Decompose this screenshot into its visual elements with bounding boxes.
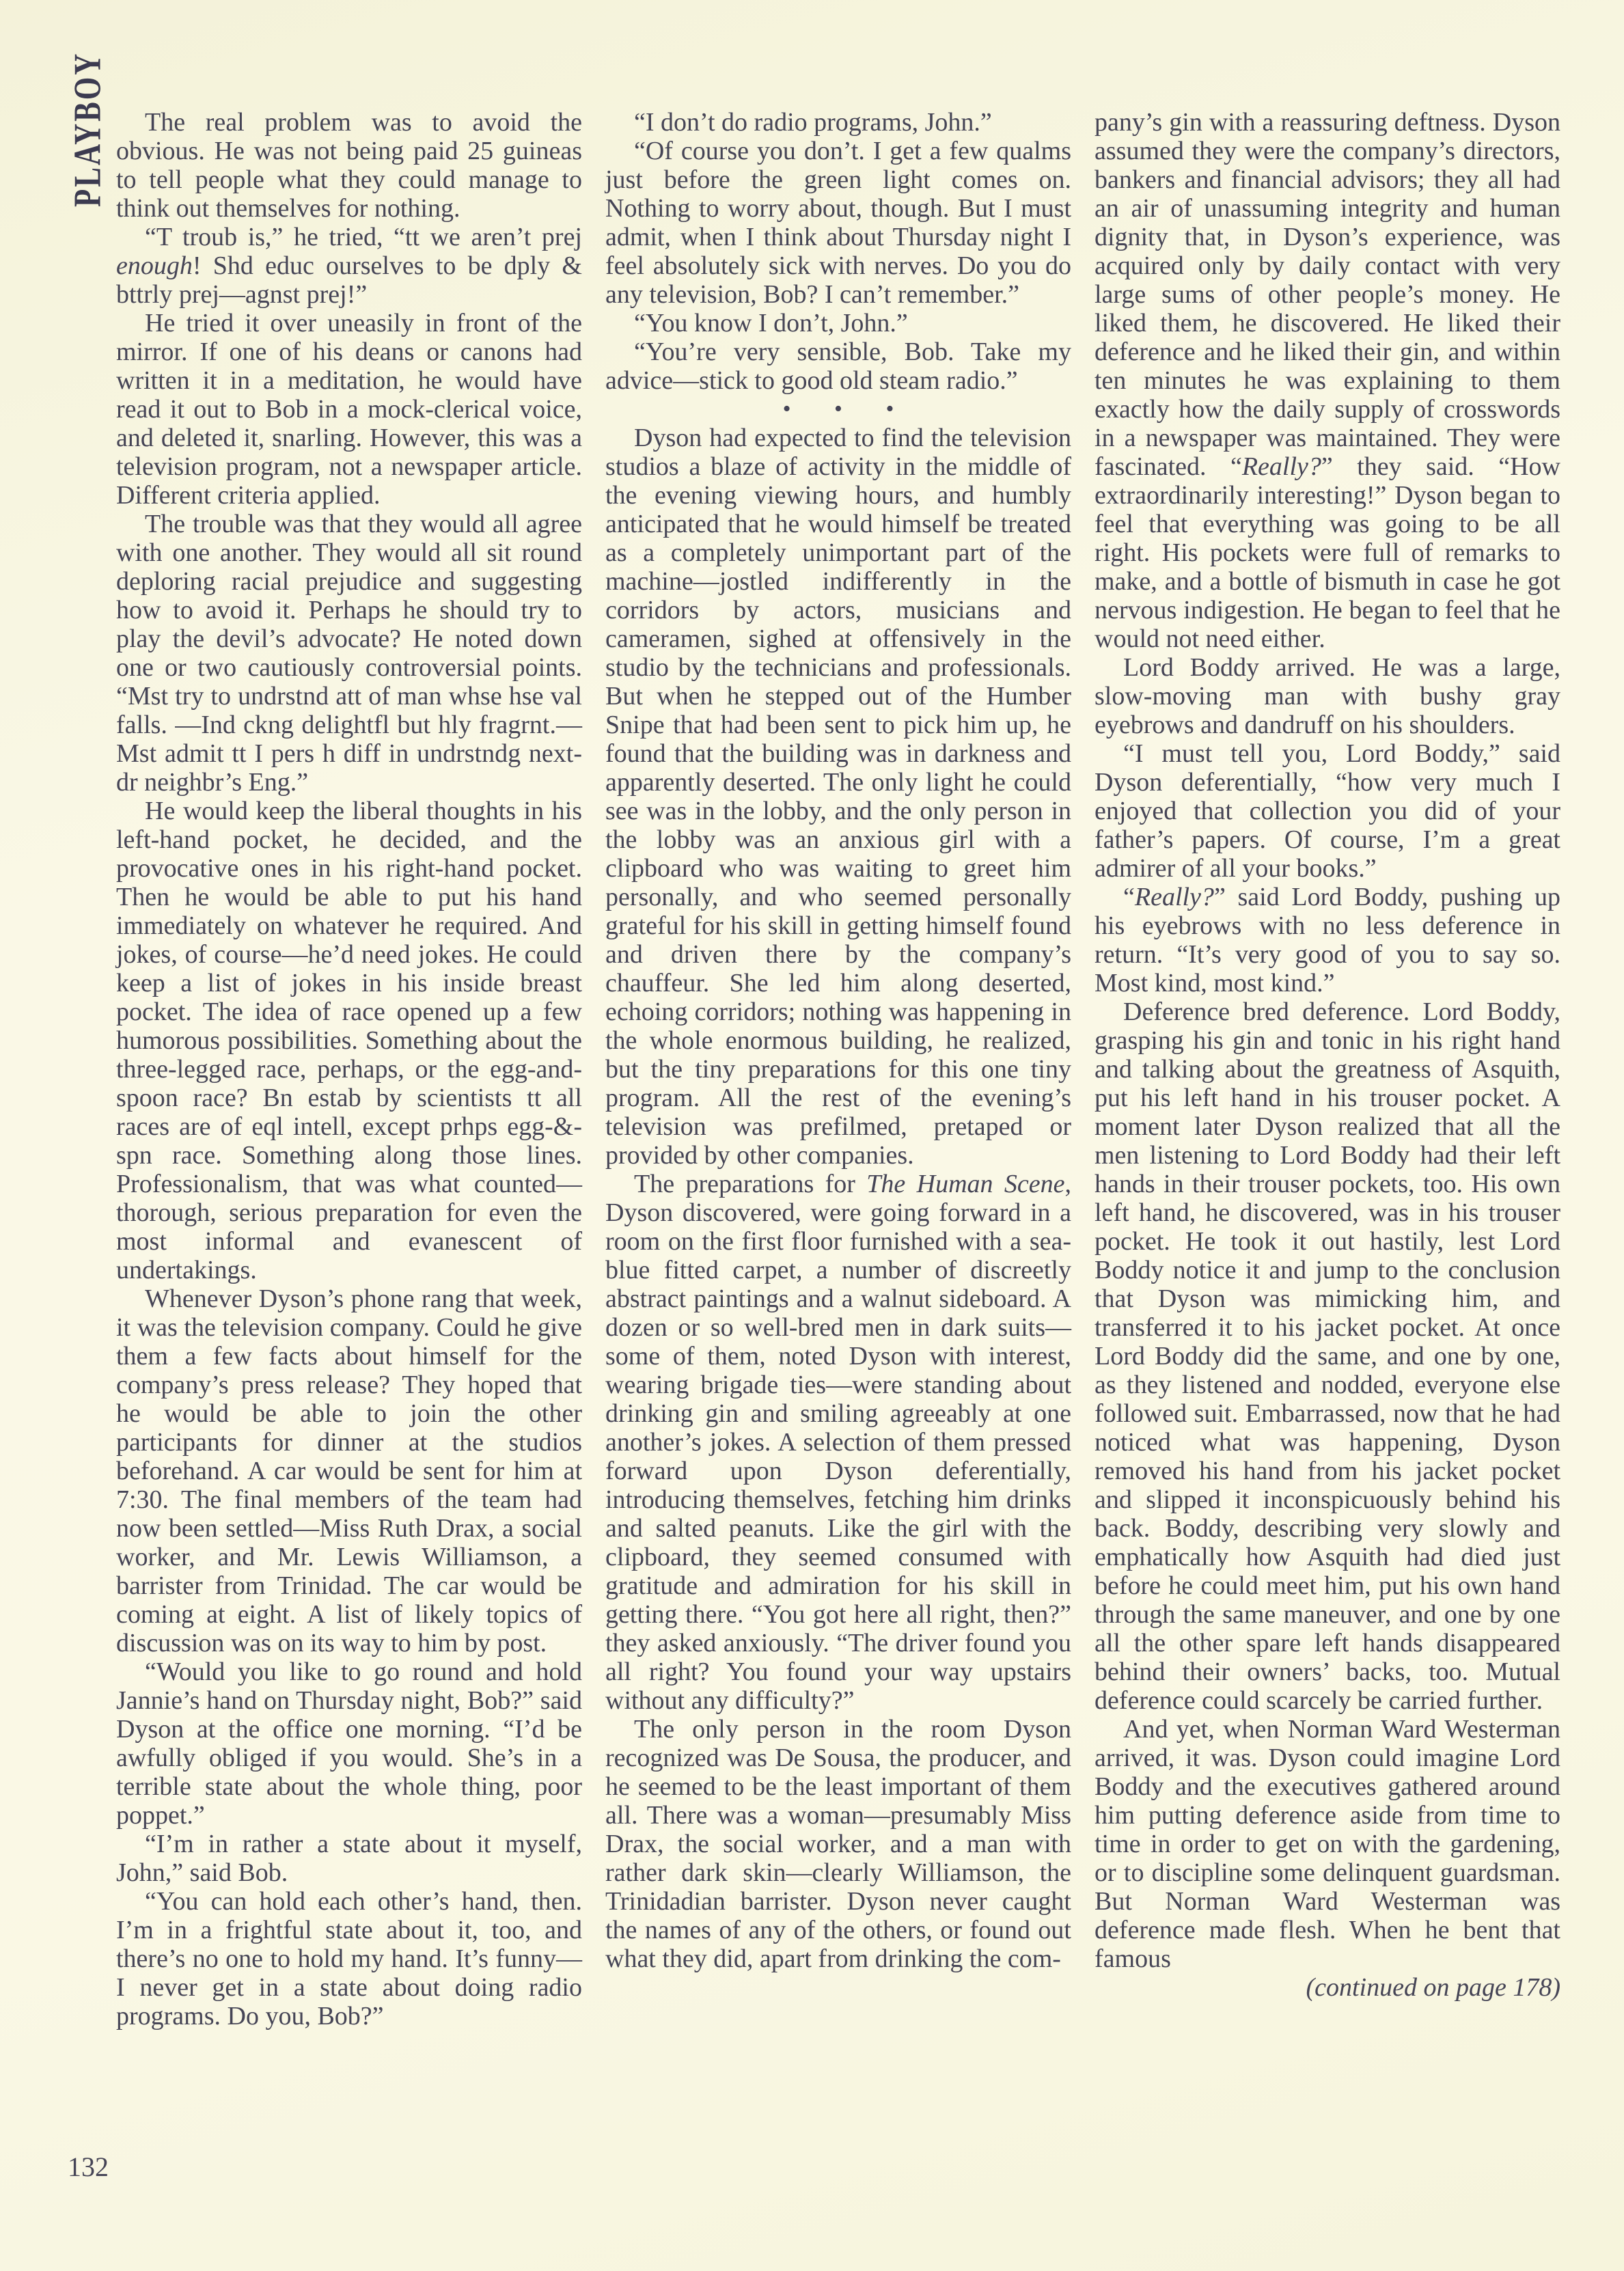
text-run: The preparations for [634, 1170, 867, 1198]
paragraph [605, 137, 1071, 309]
text-column-3 [1095, 108, 1560, 2031]
text-column-1 [116, 108, 582, 2031]
text-run: “You know I don’t, John.” [634, 309, 908, 338]
paragraph [116, 1830, 582, 1887]
text-run: “You can hold each other’s hand, then. I’m in a frightful state about it, too, and there’s no one to hold my hand. It’s funny—I never get in a state about doing radio programs. Do you, Bob?” [116, 1887, 582, 2031]
paragraph [116, 797, 582, 1284]
paragraph [605, 424, 1071, 1170]
paragraph [605, 309, 1071, 338]
text-run: “T troub is,” he tried, “tt we aren’t prej [145, 223, 582, 251]
text-run: “I must tell you, Lord Boddy,” said Dyson deferentially, “how very much I enjoyed that collection you did of your father’s papers. Of course, I’m a great admirer of all your books.” [1095, 739, 1560, 883]
playboy-vertical-masthead: PLAYBOY [67, 51, 109, 207]
page-number: 132 [68, 2151, 109, 2182]
text-run: Dyson had expected to find the television studios a blaze of activity in the middle of the evening viewing hours, and humbly anticipated that he would himself be treated as a completely unimportant part of the machine—jostled indifferently in the corridors by actors, musicians and cameramen, sighed at offensively in the studio by the technicians and professionals. But when he stepped out of the Humber Snipe that had been sent to pick him up, he found that the building was in darkness and apparently deserted. The only light he could see was in the lobby, and the only person in the lobby was an anxious girl with a clipboard who was waiting to greet him personally, and who seemed personally grateful for his skill in getting himself found and driven there by the company’s chauffeur. She led him along deserted, echoing corridors; nothing was happening in the whole enormous building, he realized, but the tiny preparations for this one tiny program. All the rest of the evening’s television was prefilmed, pretaped or provided by other companies. [605, 424, 1071, 1170]
text-run: “Would you like to go round and hold Jannie’s hand on Thursday night, Bob?” said Dyson at the office one morning. “I’d be awfully obliged if you would. She’s in a terrible state about the whole thing, poor poppet.” [116, 1657, 582, 1830]
paragraph [1095, 883, 1560, 997]
text-run: Whenever Dyson’s phone rang that week, it was the television company. Could he give them a few facts about himself for the company’s press release? They hoped that he would be able to join the other participants for dinner at the studios beforehand. A car would be sent for him at 7:30. The final members of the team had now been settled—Miss Ruth Drax, a social worker, and Mr. Lewis Williamson, a barrister from Trinidad. The car would be coming at eight. A list of likely topics of discussion was on its way to him by post. [116, 1284, 582, 1657]
paragraph [1095, 653, 1560, 739]
text-run: “ [1123, 883, 1135, 911]
section-separator-dots: • • • [782, 396, 894, 422]
text-run: “Of course you don’t. I get a few qualms just before the green light comes on. Nothing to worry about, though. But I must admit, when I think about Thursday night I feel absolutely sick with nerves. Do you do any television, Bob? I can’t remember.” [605, 137, 1071, 309]
text-run: ” they said. “How extraordinarily interesting!” Dyson began to feel that everything was going to be all right. His pockets were full of remarks to make, and a bottle of bismuth in case he got nervous indigestion. He began to feel that he would not need either. [1095, 452, 1560, 653]
paragraph [116, 309, 582, 510]
italic-text-run: Really? [1134, 883, 1214, 911]
paragraph [116, 223, 582, 309]
paragraph [1095, 1715, 1560, 1973]
text-run: Lord Boddy arrived. He was a large, slow-moving man with bushy gray eyebrows and dandruff on his shoulders. [1095, 653, 1560, 739]
paragraph [116, 108, 582, 223]
article-columns [116, 108, 1560, 2031]
italic-text-run: The Human Scene [866, 1170, 1065, 1198]
paragraph [116, 1657, 582, 1830]
text-run: , Dyson discovered, were going forward in a room on the first floor furnished with a sea-blue fitted carpet, a number of discreetly abstract paintings and a walnut sideboard. A dozen or so well-bred men in dark suits—some of them, noted Dyson with interest, wearing brigade ties—were standing about drinking gin and smiling agreeably at one another’s jokes. A selection of them pressed forward upon Dyson deferentially, introducing themselves, fetching him drinks and salted peanuts. Like the girl with the clipboard, they seemed consumed with gratitude and admiration for his skill in getting there. “You got here all right, then?” they asked anxiously. “The driver found you all right? You found your way upstairs without any difficulty?” [605, 1170, 1072, 1715]
paragraph [116, 510, 582, 797]
text-run: He would keep the liberal thoughts in his left-hand pocket, he decided, and the provocative ones in his right-hand pocket. Then he would be able to put his hand immediately on whatever he required. And jokes, of course—he’d need jokes. He could keep a list of jokes in his inside breast pocket. The idea of race opened up a few humorous possibilities. Something about the three-legged race, perhaps, or the egg-and-spoon race? Bn estab by scientists tt all races are of eql intell, except prhps egg-&-spn race. Something along those lines. Professionalism, that was what counted—thorough, serious preparation for even the most informal and evanescent of undertakings. [116, 797, 582, 1284]
continued-on-page-note [1095, 1973, 1560, 2002]
text-run: The real problem was to avoid the obvious. He was not being paid 25 guineas to tell people what they could manage to think out themselves for nothing. [116, 108, 582, 223]
text-run: The trouble was that they would all agree with one another. They would all sit round deploring racial prejudice and suggesting how to avoid it. Perhaps he should try to play the devil’s advocate? He noted down one or two cautiously controversial points. “Mst try to undrstnd att of man whse hse val falls. —Ind ckng delightfl but hly fragrnt.— Mst admit tt I pers h diff in undrstndg next-dr neighbr’s Eng.” [116, 510, 582, 797]
paragraph [605, 108, 1071, 137]
text-run: “I don’t do radio programs, John.” [634, 108, 992, 137]
italic-text-run: Really? [1241, 452, 1321, 481]
italic-text-run: (continued on page 178) [1306, 1973, 1560, 2002]
paragraph [605, 1170, 1071, 1715]
paragraph [1095, 739, 1560, 883]
text-run: ! Shd educ ourselves to be dply & bttrly prej—agnst prej!” [116, 251, 582, 309]
paragraph [605, 338, 1071, 395]
paragraph [116, 1887, 582, 2031]
paragraph [1095, 997, 1560, 1715]
text-run: The only person in the room Dyson recognized was De Sousa, the producer, and he seemed to be the least important of them all. There was a woman—presumably Miss Drax, the social worker, and a man with rather dark skin—clearly Williamson, the Trinidadian barrister. Dyson never caught the names of any of the others, or found out what they did, apart from drinking the com- [605, 1715, 1071, 1973]
text-run: ” said Lord Boddy, pushing up his eyebrows with no less deference in return. “It’s very good of you to say so. Most kind, most kind.” [1095, 883, 1560, 997]
text-run: He tried it over uneasily in front of the mirror. If one of his deans or canons had written it in a meditation, he would have read it out to Bob in a mock-clerical voice, and deleted it, snarling. However, this was a television program, not a newspaper article. Different criteria applied. [116, 309, 582, 510]
text-run: pany’s gin with a reassuring deftness. Dyson assumed they were the company’s directors, bankers and financial advisors; they all had an air of unassuming integrity and human dignity that, in Dyson’s experience, was acquired only by daily contact with very large sums of other people’s money. He liked them, he discovered. He liked their deference and he liked their gin, and within ten minutes he was explaining to them exactly how the daily supply of crosswords in a newspaper was maintained. They were fascinated. “ [1095, 108, 1560, 481]
paragraph [116, 1284, 582, 1657]
text-run: And yet, when Norman Ward Westerman arrived, it was. Dyson could imagine Lord Boddy and the executives gathered around him putting deference aside from time to time in order to get on with the gardening, or to discipline some delinquent guardsman. But Norman Ward Westerman was deference made flesh. When he bent that famous [1095, 1715, 1560, 1973]
italic-text-run: enough [116, 251, 193, 280]
text-run: “You’re very sensible, Bob. Take my advice—stick to good old steam radio.” [605, 338, 1071, 395]
paragraph [1095, 108, 1560, 653]
text-column-2 [605, 108, 1071, 2031]
text-run: “I’m in rather a state about it myself, John,” said Bob. [116, 1830, 582, 1887]
paragraph [605, 1715, 1071, 1973]
text-run: Deference bred deference. Lord Boddy, grasping his gin and tonic in his right hand and talking about the greatness of Asquith, put his left hand in his trouser pocket. A moment later Dyson realized that all the men listening to Lord Boddy had their left hands in their trouser pockets, too. His own left hand, he discovered, was in his trouser pocket. He took it out hastily, lest Lord Boddy notice it and jump to the conclusion that Dyson was mimicking him, and transferred it to his jacket pocket. At once Lord Boddy did the same, and one by one, as they listened and nodded, everyone else followed suit. Embarrassed, now that he had noticed what was happening, Dyson removed his hand from his jacket pocket and slipped it inconspicuously behind his back. Boddy, describing very slowly and emphatically how Asquith had died just before he could meet him, put his own hand through the same maneuver, and one by one all the other spare left hands disappeared behind their owners’ backs, too. Mutual deference could scarcely be carried further. [1095, 997, 1560, 1715]
